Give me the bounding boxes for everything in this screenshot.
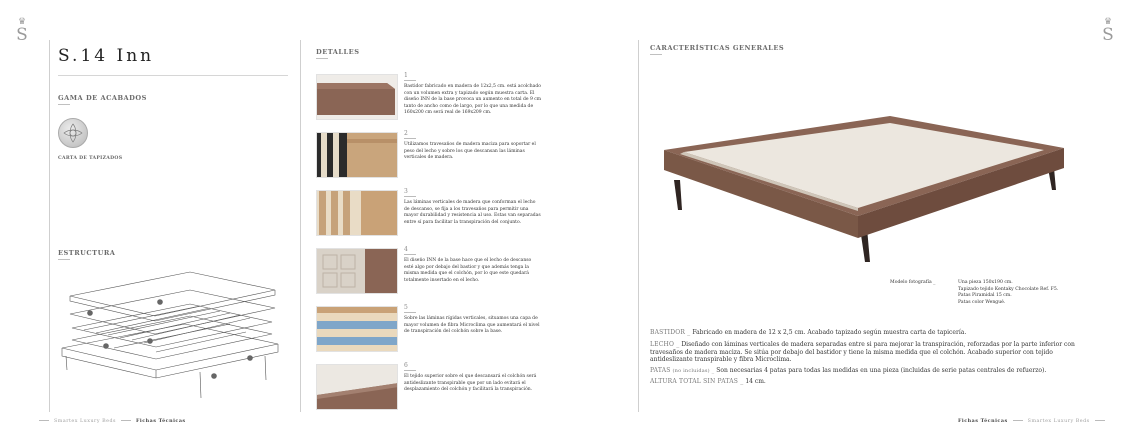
heading-rule (58, 104, 70, 105)
spec-value: 14 cm. (745, 378, 766, 385)
detail-number-rule (404, 196, 416, 197)
upholstery-chart-label: CARTA DE TAPIZADOS (58, 156, 123, 161)
brand-logo-right (1099, 18, 1117, 44)
detail-number: 5 (404, 304, 408, 311)
crown-icon: ♛ (1103, 17, 1113, 27)
spec-altura (650, 378, 1090, 386)
spec-value: Diseñado con láminas verticales de madera separadas entre si para mejorar la transpiración, reforzadas por la parte inferior con travesaños de madera maciza. Se sitúa por debajo del bastidor y tiene la misma medida que el colchón. Acabado superior con tejido antideslizante transpirable y fibra Microclima. (650, 341, 1075, 364)
finishes-heading: GAMA DE ACABADOS (58, 94, 147, 102)
footer-brand: Smartex Luxury Beds (54, 419, 116, 424)
spec-key: LECHO _ (650, 341, 680, 348)
model-title: S.14 Inn (58, 46, 155, 66)
footer-dash (39, 420, 49, 421)
bed-product-photo (650, 110, 1070, 270)
footer-dash (1095, 420, 1105, 421)
detail-description: Bastidor fabricado en madera de 12x2,5 cm. está acolchado con un volumen extra y tapizado según muestra carta. El diseño INN de la base provoca un aumento en total de 9 cm tanto de ancho como de largo, por lo que una medida de 160x200 cm será real de 169x209 cm. (404, 84, 542, 116)
callout-3 (103, 343, 109, 349)
footer-section: Fichas Técnicas (958, 418, 1008, 424)
detail-number: 4 (404, 246, 408, 253)
detail-description: Las láminas verticales de madera que conforman el lecho de descanso, se fija a los travesaños para permitir una mayor durabilidad y resistencia al uso. Estas van separadas entre sí para facilitar la transpiración del conjunto. (404, 200, 541, 225)
detail-number-rule (404, 312, 416, 313)
detail-image-frame-edge (316, 74, 398, 120)
footer-left (34, 418, 186, 424)
detail-number-rule (404, 80, 416, 81)
top-fabric-layer (70, 272, 275, 316)
spec-patas (650, 367, 1090, 376)
title-underline (58, 75, 288, 76)
leg (200, 372, 201, 398)
leg (66, 356, 67, 370)
column-divider (300, 40, 301, 412)
detail-description: El tejido superior sobre el que descansará el colchón será antideslizante transpirable que por un lado evitará el desplazamiento del colchón y facilitará la transpiración. (404, 374, 537, 393)
spec-value: Fabricado en madera de 12 x 2,5 cm. Acabado tapizado según muestra carta de tapicería. (692, 329, 967, 336)
leg (265, 356, 266, 380)
callout-5 (87, 310, 93, 316)
detail-number-rule (404, 254, 416, 255)
spec-lecho (650, 341, 1090, 364)
details-heading: DETALLES (316, 48, 360, 56)
detail-image-fibre (316, 306, 398, 352)
structure-heading: ESTRUCTURA (58, 249, 116, 257)
detail-number: 1 (404, 72, 408, 79)
detail-number: 6 (404, 362, 408, 369)
spec-note: (no incluidas) _ (672, 368, 715, 374)
bed-leg (674, 180, 682, 210)
photo-caption-list (958, 280, 1058, 306)
detail-description: Utilizamos travesaños de madera maciza para soportar el peso del lecho y sobre los que descansan las láminas verticales de madera. (404, 142, 536, 161)
photo-caption-key: Modelo fotografía _ (890, 280, 936, 285)
detail-description: El diseño INN de la base hace que el lecho de descanso esté algo por debajo del bastior y que además tenga la misma medida que el colchón, por lo que este quedará totalmente insertado en el lecho. (404, 258, 532, 283)
spec-bastidor (650, 329, 1090, 337)
heading-rule (58, 259, 70, 260)
spec-key: BASTIDOR _ (650, 329, 691, 336)
exploded-structure-diagram (50, 268, 280, 404)
callout-1 (211, 373, 217, 379)
footer-dash (1013, 420, 1023, 421)
detail-number-rule (404, 370, 416, 371)
caption-item: Tapizado tejido Kentaky Chocolate Ref. F5. (958, 286, 1059, 292)
logo-letter: S (1102, 25, 1114, 45)
footer-dash (121, 420, 131, 421)
footer-section: Fichas Técnicas (135, 418, 186, 424)
heading-rule (316, 58, 328, 59)
detail-number-rule (404, 138, 416, 139)
spec-key: ALTURA TOTAL SIN PATAS _ (650, 378, 744, 385)
brand-logo-left (13, 18, 31, 44)
upholstery-swatch[interactable] (58, 118, 88, 148)
callout-4 (247, 355, 253, 361)
detail-image-top-fabric (316, 364, 398, 410)
heading-rule (650, 54, 662, 55)
crossbar-layer (72, 316, 272, 359)
detail-number: 3 (404, 188, 408, 195)
callout-2 (147, 338, 153, 344)
footer-brand: Smartex Luxury Beds (1027, 419, 1090, 424)
general-heading: CARACTERÍSTICAS GENERALES (650, 44, 785, 52)
detail-number: 2 (404, 130, 408, 137)
caption-item: Patas color Wengué. (958, 299, 1006, 305)
column-divider (638, 40, 639, 412)
footer-right (958, 418, 1110, 424)
detail-image-inset (316, 248, 398, 294)
spec-value: Son necesarias 4 patas para todas las medidas en una pieza (incluidas de serie patas centrales de refuerzo). (716, 367, 1047, 374)
spec-key: PATAS (650, 367, 671, 374)
caption-item: Patas Piramidal 15 cm. (958, 293, 1012, 299)
crown-icon: ♛ (17, 17, 27, 27)
detail-image-crossbars (316, 132, 398, 178)
caption-item: Una pieza 150x190 cm. (958, 280, 1013, 285)
callout-6 (157, 299, 163, 305)
detail-image-slats (316, 190, 398, 236)
fabric-emblem-icon (59, 119, 87, 147)
logo-letter: S (16, 25, 28, 45)
detail-description: Sobre las láminas rígidas verticales, situamos una capa de mayor volumen de fibra Microclima que aumentará el nivel de transpiración del colchón sobre la base. (404, 316, 540, 335)
